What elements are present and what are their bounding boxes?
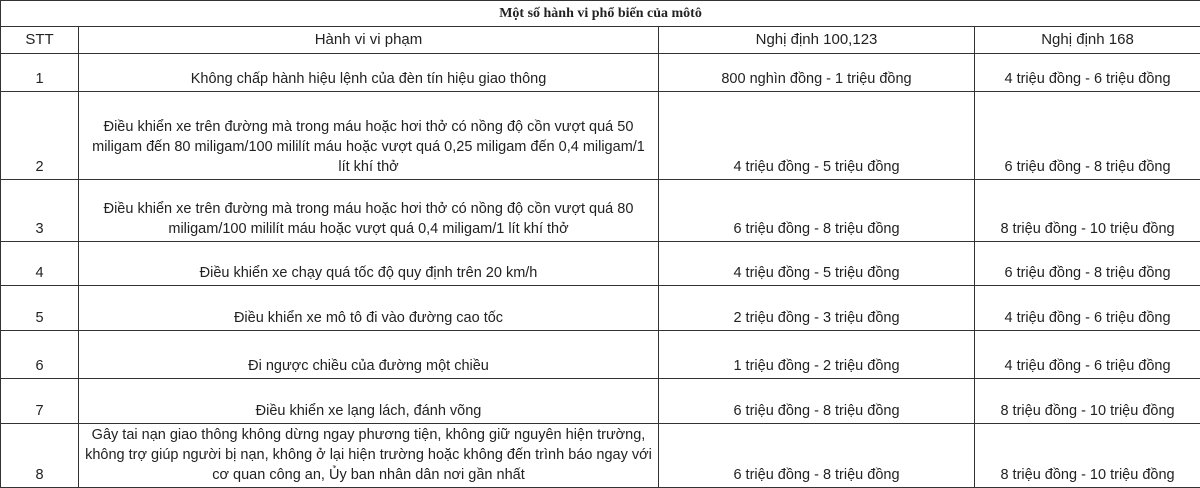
table-row [1, 379, 1200, 424]
table-row [1, 424, 1200, 488]
table-row [1, 54, 1200, 92]
header-violation: Hành vi vi phạm [79, 27, 659, 54]
table-header-row [1, 27, 1200, 54]
row-fine-decree-100-123: 6 triệu đồng - 8 triệu đồng [659, 379, 975, 424]
table-row [1, 242, 1200, 286]
row-fine-decree-168: 8 triệu đồng - 10 triệu đồng [975, 180, 1200, 242]
row-violation: Điều khiển xe trên đường mà trong máu hoặc hơi thở có nồng độ cồn vượt quá 80 miligam/100 mililít máu hoặc vượt quá 0,4 miligam/1 lít khí thở [79, 180, 659, 242]
row-fine-decree-100-123: 6 triệu đồng - 8 triệu đồng [659, 424, 975, 488]
row-stt: 8 [1, 424, 79, 488]
row-violation: Điều khiển xe mô tô đi vào đường cao tốc [79, 286, 659, 331]
table-title-row [1, 1, 1200, 27]
table-row [1, 92, 1200, 180]
row-fine-decree-168: 6 triệu đồng - 8 triệu đồng [975, 92, 1200, 180]
row-fine-decree-168: 8 triệu đồng - 10 triệu đồng [975, 379, 1200, 424]
row-fine-decree-168: 6 triệu đồng - 8 triệu đồng [975, 242, 1200, 286]
table-row [1, 180, 1200, 242]
row-fine-decree-100-123: 800 nghìn đồng - 1 triệu đồng [659, 54, 975, 92]
row-fine-decree-100-123: 4 triệu đồng - 5 triệu đồng [659, 242, 975, 286]
row-stt: 7 [1, 379, 79, 424]
row-fine-decree-100-123: 2 triệu đồng - 3 triệu đồng [659, 286, 975, 331]
row-stt: 1 [1, 54, 79, 92]
row-violation: Điều khiển xe lạng lách, đánh võng [79, 379, 659, 424]
row-stt: 3 [1, 180, 79, 242]
header-decree-168: Nghị định 168 [975, 27, 1200, 54]
table-row [1, 286, 1200, 331]
row-fine-decree-100-123: 4 triệu đồng - 5 triệu đồng [659, 92, 975, 180]
row-stt: 2 [1, 92, 79, 180]
table-title: Một số hành vi phổ biến của môtô [1, 1, 1200, 27]
row-fine-decree-168: 4 triệu đồng - 6 triệu đồng [975, 286, 1200, 331]
row-stt: 6 [1, 331, 79, 379]
row-violation: Điều khiển xe chạy quá tốc độ quy định trên 20 km/h [79, 242, 659, 286]
row-stt: 4 [1, 242, 79, 286]
table-row [1, 331, 1200, 379]
row-fine-decree-168: 8 triệu đồng - 10 triệu đồng [975, 424, 1200, 488]
header-decree-100-123: Nghị định 100,123 [659, 27, 975, 54]
row-fine-decree-168: 4 triệu đồng - 6 triệu đồng [975, 54, 1200, 92]
row-violation: Điều khiển xe trên đường mà trong máu hoặc hơi thở có nồng độ cồn vượt quá 50 miligam đến 80 miligam/100 mililít máu hoặc vượt quá 0,25 miligam đến 0,4 miligam/1 lít khí thở [79, 92, 659, 180]
row-fine-decree-168: 4 triệu đồng - 6 triệu đồng [975, 331, 1200, 379]
row-fine-decree-100-123: 6 triệu đồng - 8 triệu đồng [659, 180, 975, 242]
row-fine-decree-100-123: 1 triệu đồng - 2 triệu đồng [659, 331, 975, 379]
row-violation: Không chấp hành hiệu lệnh của đèn tín hiệu giao thông [79, 54, 659, 92]
row-violation: Đi ngược chiều của đường một chiều [79, 331, 659, 379]
row-violation: Gây tai nạn giao thông không dừng ngay phương tiện, không giữ nguyên hiện trường, không trợ giúp người bị nạn, không ở lại hiện trường hoặc không đến trình báo ngay với cơ quan công an, Ủy ban nhân dân nơi gần nhất [79, 424, 659, 488]
row-stt: 5 [1, 286, 79, 331]
header-stt: STT [1, 27, 79, 54]
